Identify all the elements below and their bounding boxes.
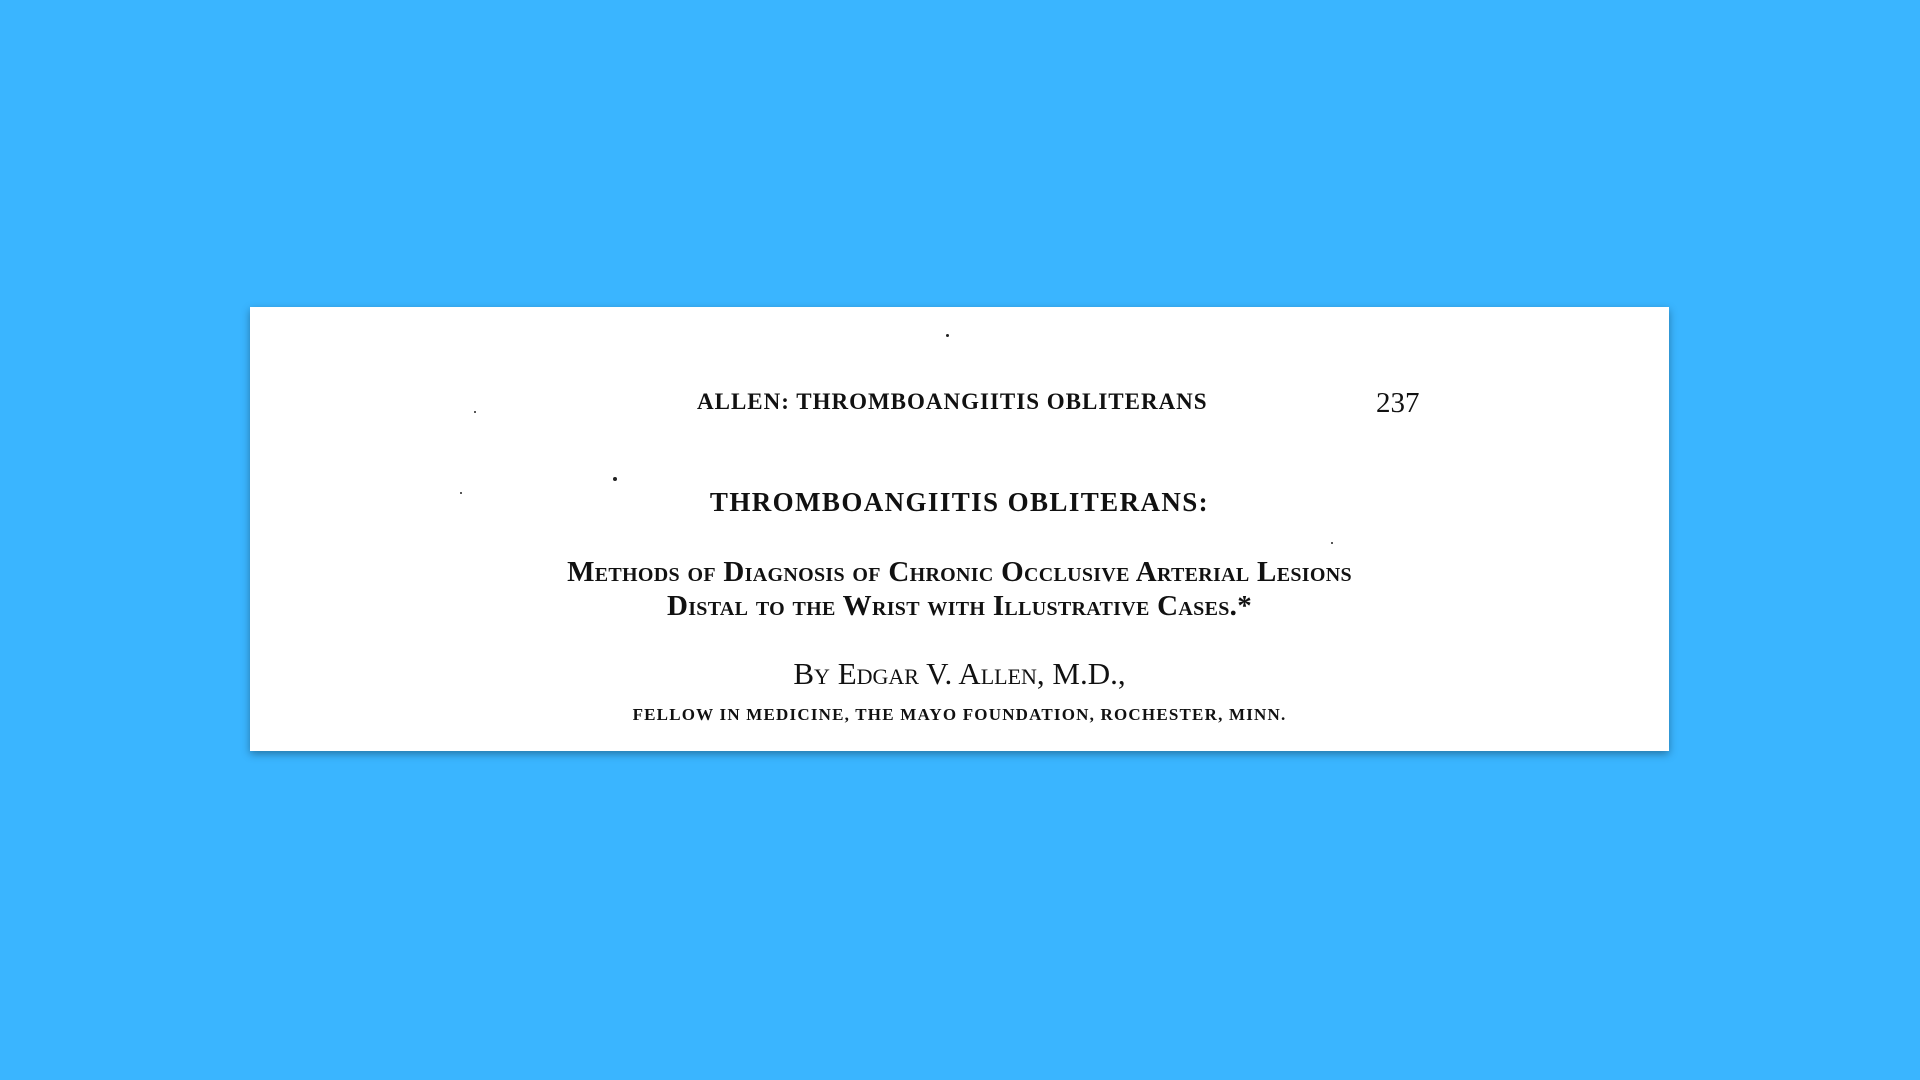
author-affiliation: FELLOW IN MEDICINE, THE MAYO FOUNDATION, ROCHESTER, MINN. xyxy=(632,705,1287,724)
scanned-page xyxy=(250,307,1669,751)
scan-speck xyxy=(474,411,476,413)
article-title: THROMBOANGIITIS OBLITERANS: xyxy=(709,487,1210,517)
article-subtitle xyxy=(250,555,1669,623)
subtitle-line: Distal to the Wrist with Illustrative Cases.* xyxy=(666,590,1252,622)
author-byline: By Edgar V. Allen, M.D., xyxy=(793,656,1126,691)
page-number: 237 xyxy=(1376,387,1420,419)
scan-speck xyxy=(613,477,617,481)
running-head: ALLEN: THROMBOANGIITIS OBLITERANS xyxy=(697,389,1208,414)
scan-speck xyxy=(946,334,949,337)
subtitle-line: Methods of Diagnosis of Chronic Occlusive Arterial Lesions xyxy=(567,556,1352,588)
scan-speck xyxy=(1331,542,1333,544)
